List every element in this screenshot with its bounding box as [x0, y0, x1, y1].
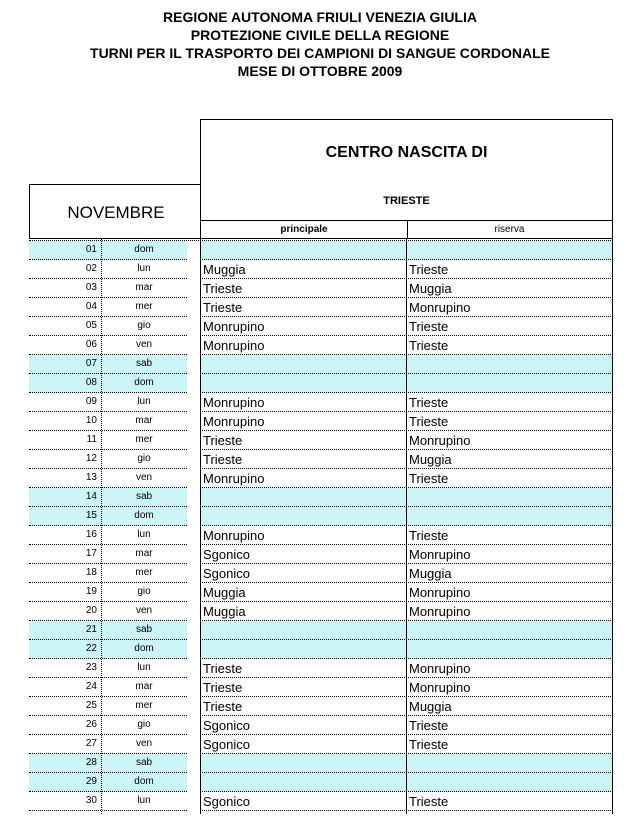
cell-principale: Monrupino: [203, 414, 265, 429]
month-header-box: [29, 184, 201, 239]
day-row: [29, 754, 187, 773]
centre-title: CENTRO NASCITA DI: [325, 144, 488, 161]
day-row: [29, 507, 187, 526]
day-row: [29, 336, 187, 355]
cell-principale: Sgonico: [203, 718, 250, 733]
day-row: [29, 450, 187, 469]
day-number: 12: [85, 453, 97, 464]
day-number: 19: [85, 586, 97, 597]
cell-principale: Sgonico: [203, 794, 250, 809]
cell-principale: Trieste: [203, 661, 243, 676]
col-riserva-header: riserva: [494, 224, 525, 235]
cell-riserva: Monrupino: [409, 661, 471, 676]
day-of-week: mar: [135, 282, 153, 293]
day-number: 02: [85, 263, 97, 274]
day-of-week: gio: [137, 453, 151, 464]
cell-principale: Sgonico: [203, 547, 250, 562]
day-number: 29: [85, 776, 97, 787]
day-row: [29, 526, 187, 545]
day-of-week: ven: [135, 605, 153, 616]
day-of-week: ven: [135, 472, 153, 483]
day-row: [29, 602, 187, 621]
centre-header-box: [200, 119, 613, 239]
day-number: 28: [85, 757, 97, 768]
day-number: 27: [85, 738, 97, 749]
cell-principale: Monrupino: [203, 319, 265, 334]
cell-riserva: Monrupino: [409, 585, 471, 600]
cell-riserva: Trieste: [409, 395, 449, 410]
right-table-left-border: [200, 239, 201, 814]
day-of-week: ven: [135, 339, 153, 350]
day-of-week: lun: [137, 662, 151, 673]
col-principale-header: principale: [280, 224, 328, 235]
day-of-week: mer: [135, 434, 153, 445]
cell-riserva: Trieste: [409, 414, 449, 429]
cell-principale: Sgonico: [203, 566, 250, 581]
cell-principale: Sgonico: [203, 737, 250, 752]
day-of-week: gio: [137, 719, 151, 730]
cell-riserva: Muggia: [409, 281, 452, 296]
day-of-week: mar: [135, 415, 153, 426]
day-number: 26: [85, 719, 97, 730]
day-number: 13: [85, 472, 97, 483]
column-divider: [406, 239, 407, 814]
day-row: [29, 469, 187, 488]
day-number: 24: [85, 681, 97, 692]
cell-riserva: Monrupino: [409, 433, 471, 448]
day-number: 30: [85, 795, 97, 806]
day-number: 18: [85, 567, 97, 578]
day-row: [29, 374, 187, 393]
cell-principale: Trieste: [203, 699, 243, 714]
month-label: NOVEMBRE: [67, 203, 165, 222]
day-of-week: lun: [137, 263, 151, 274]
cell-riserva: Muggia: [409, 699, 452, 714]
day-number: 20: [85, 605, 97, 616]
day-row: [29, 735, 187, 754]
cell-principale: Muggia: [203, 604, 246, 619]
day-row: [29, 298, 187, 317]
day-of-week: lun: [137, 529, 151, 540]
day-row: [29, 260, 187, 279]
day-number: 22: [85, 643, 97, 654]
cell-riserva: Monrupino: [409, 547, 471, 562]
day-column-divider: [101, 239, 102, 814]
cell-riserva: Trieste: [409, 338, 449, 353]
col-divider-header: [407, 220, 408, 239]
day-number: 06: [85, 339, 97, 350]
cell-principale: Muggia: [203, 585, 246, 600]
day-of-week: mer: [135, 567, 153, 578]
body-top-rule: [29, 240, 613, 241]
day-number: 17: [85, 548, 97, 559]
cell-riserva: Trieste: [409, 319, 449, 334]
centre-name: TRIESTE: [383, 195, 430, 207]
day-number: 09: [85, 396, 97, 407]
day-number: 07: [85, 358, 97, 369]
cell-principale: Monrupino: [203, 471, 265, 486]
cell-principale: Trieste: [203, 680, 243, 695]
day-row: [29, 241, 187, 260]
cell-riserva: Monrupino: [409, 300, 471, 315]
title-department: PROTEZIONE CIVILE DELLA REGIONE: [190, 27, 450, 43]
day-of-week: dom: [134, 244, 154, 255]
day-number: 11: [86, 434, 97, 445]
day-of-week: mer: [135, 700, 153, 711]
day-row: [29, 678, 187, 697]
day-number: 03: [85, 282, 97, 293]
title-month: MESE DI OTTOBRE 2009: [237, 63, 403, 79]
cell-riserva: Monrupino: [409, 680, 471, 695]
day-number: 25: [85, 700, 97, 711]
day-number: 08: [85, 377, 97, 388]
day-row: [29, 488, 187, 507]
day-of-week: mer: [135, 301, 153, 312]
day-number: 01: [85, 244, 97, 255]
day-row: [29, 659, 187, 678]
day-row: [29, 716, 187, 735]
day-row: [29, 773, 187, 792]
day-of-week: dom: [134, 643, 154, 654]
cell-principale: Trieste: [203, 300, 243, 315]
day-of-week: lun: [137, 396, 151, 407]
cell-riserva: Monrupino: [409, 604, 471, 619]
day-of-week: dom: [134, 776, 154, 787]
day-of-week: sab: [135, 358, 153, 369]
day-row: [29, 317, 187, 336]
day-row: [29, 697, 187, 716]
day-row: [29, 621, 187, 640]
day-of-week: dom: [134, 510, 154, 521]
day-number: 04: [85, 301, 97, 312]
day-row: [29, 545, 187, 564]
cell-riserva: Muggia: [409, 566, 452, 581]
day-of-week: mar: [135, 681, 153, 692]
day-row: [29, 393, 187, 412]
day-number: 21: [85, 624, 97, 635]
cell-riserva: Muggia: [409, 452, 452, 467]
cell-principale: Trieste: [203, 433, 243, 448]
day-number: 23: [85, 662, 97, 673]
cell-principale: Trieste: [203, 452, 243, 467]
day-of-week: sab: [135, 757, 153, 768]
day-of-week: sab: [135, 624, 153, 635]
day-of-week: mar: [135, 548, 153, 559]
day-row: [29, 412, 187, 431]
day-number: 15: [85, 510, 97, 521]
cell-principale: Monrupino: [203, 528, 265, 543]
day-of-week: dom: [134, 377, 154, 388]
day-row: [29, 431, 187, 450]
day-number: 05: [85, 320, 97, 331]
cell-riserva: Trieste: [409, 471, 449, 486]
day-of-week: lun: [137, 795, 151, 806]
cell-principale: Muggia: [203, 262, 246, 277]
day-row: [29, 279, 187, 298]
cell-principale: Monrupino: [203, 338, 265, 353]
cell-principale: Trieste: [203, 281, 243, 296]
cell-riserva: Trieste: [409, 262, 449, 277]
cell-riserva: Trieste: [409, 528, 449, 543]
day-row: [29, 792, 187, 811]
day-row: [29, 564, 187, 583]
cell-principale: Monrupino: [203, 395, 265, 410]
day-of-week: ven: [135, 738, 153, 749]
day-number: 14: [85, 491, 97, 502]
day-number: 16: [85, 529, 97, 540]
day-row: [29, 583, 187, 602]
cell-riserva: Trieste: [409, 794, 449, 809]
day-of-week: sab: [135, 491, 153, 502]
day-row: [29, 355, 187, 374]
day-number: 10: [85, 415, 97, 426]
right-table-right-border: [612, 239, 613, 814]
title-region: REGIONE AUTONOMA FRIULI VENEZIA GIULIA: [163, 9, 477, 25]
day-row: [29, 640, 187, 659]
day-of-week: gio: [137, 320, 151, 331]
title-subject: TURNI PER IL TRASPORTO DEI CAMPIONI DI SANGUE CORDONALE: [90, 45, 550, 61]
cell-riserva: Trieste: [409, 737, 449, 752]
day-of-week: gio: [137, 586, 151, 597]
cell-riserva: Trieste: [409, 718, 449, 733]
